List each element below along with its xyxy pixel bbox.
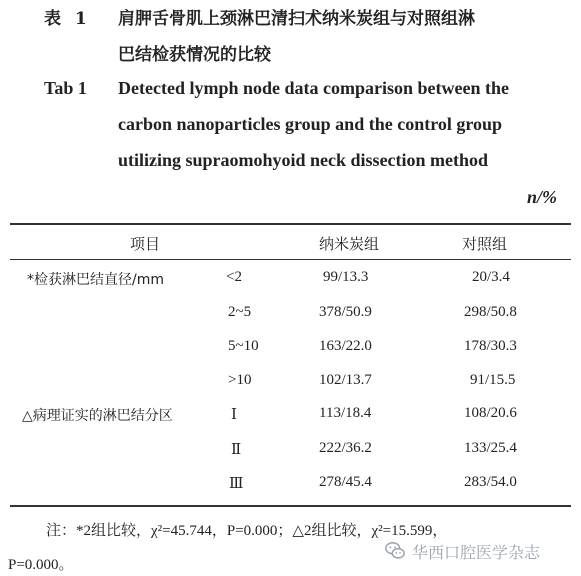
table-top-rule xyxy=(10,223,571,225)
table-cell-sub: <2 xyxy=(226,269,242,285)
table-cell-control: 283/54.0 xyxy=(464,474,517,490)
table-cell-sub: 2~5 xyxy=(228,304,252,320)
table-label-en: Tab 1 xyxy=(44,78,87,98)
table-header-rule xyxy=(10,259,571,260)
column-header-nano: 纳米炭组 xyxy=(319,235,380,253)
table-cell-nano: 99/13.3 xyxy=(323,269,369,285)
table-cell-sub: 5~10 xyxy=(228,338,259,354)
table-cell-control: 133/25.4 xyxy=(464,440,517,456)
table-cell-control: 108/20.6 xyxy=(464,405,517,421)
table-cell-nano: 163/22.0 xyxy=(319,338,372,354)
table-label-cn: 表 1 xyxy=(44,9,91,29)
table-cell-sub: Ⅲ xyxy=(229,476,244,492)
table-bottom-rule xyxy=(10,505,571,507)
table-title-en-line1: Detected lymph node data comparison between the xyxy=(118,78,509,98)
wechat-icon xyxy=(384,540,406,562)
table-cell-nano: 222/36.2 xyxy=(319,440,372,456)
table-cell-nano: 278/45.4 xyxy=(319,474,372,490)
table-unit: n/% xyxy=(526,187,557,207)
column-header-control: 对照组 xyxy=(462,235,508,253)
table-cell-nano: 102/13.7 xyxy=(319,372,372,388)
table-cell-sub: >10 xyxy=(228,372,252,388)
table-title-cn-line1: 肩胛舌骨肌上颈淋巴清扫术纳米炭组与对照组淋 xyxy=(118,9,475,29)
column-header-item: 项目 xyxy=(130,235,161,253)
table-note-line1: 注：*2组比较，χ²=45.744，P=0.000；△2组比较，χ²=15.599， xyxy=(46,523,448,539)
table-title-cn-line2: 巴结检获情况的比较 xyxy=(118,45,271,65)
group-label-zone: △病理证实的淋巴结分区 xyxy=(22,408,173,424)
table-cell-nano: 378/50.9 xyxy=(319,304,372,320)
table-cell-sub: Ⅰ xyxy=(231,407,237,423)
table-cell-control: 178/30.3 xyxy=(464,338,517,354)
table-title-en-line3: utilizing supraomohyoid neck dissection method xyxy=(118,150,489,170)
table-cell-nano: 113/18.4 xyxy=(319,405,372,421)
group-label-diameter: *检获淋巴结直径/mm xyxy=(27,272,164,288)
watermark-text: 华西口腔医学杂志 xyxy=(412,542,541,562)
table-cell-control: 298/50.8 xyxy=(464,304,517,320)
watermark xyxy=(384,538,540,564)
table-title-en-line2: carbon nanoparticles group and the control group xyxy=(118,114,503,134)
table-note-line2: P=0.000。 xyxy=(8,557,74,573)
table-cell-control: 20/3.4 xyxy=(472,269,510,285)
table-cell-control: 91/15.5 xyxy=(470,372,516,388)
table-cell-sub: Ⅱ xyxy=(231,442,242,458)
